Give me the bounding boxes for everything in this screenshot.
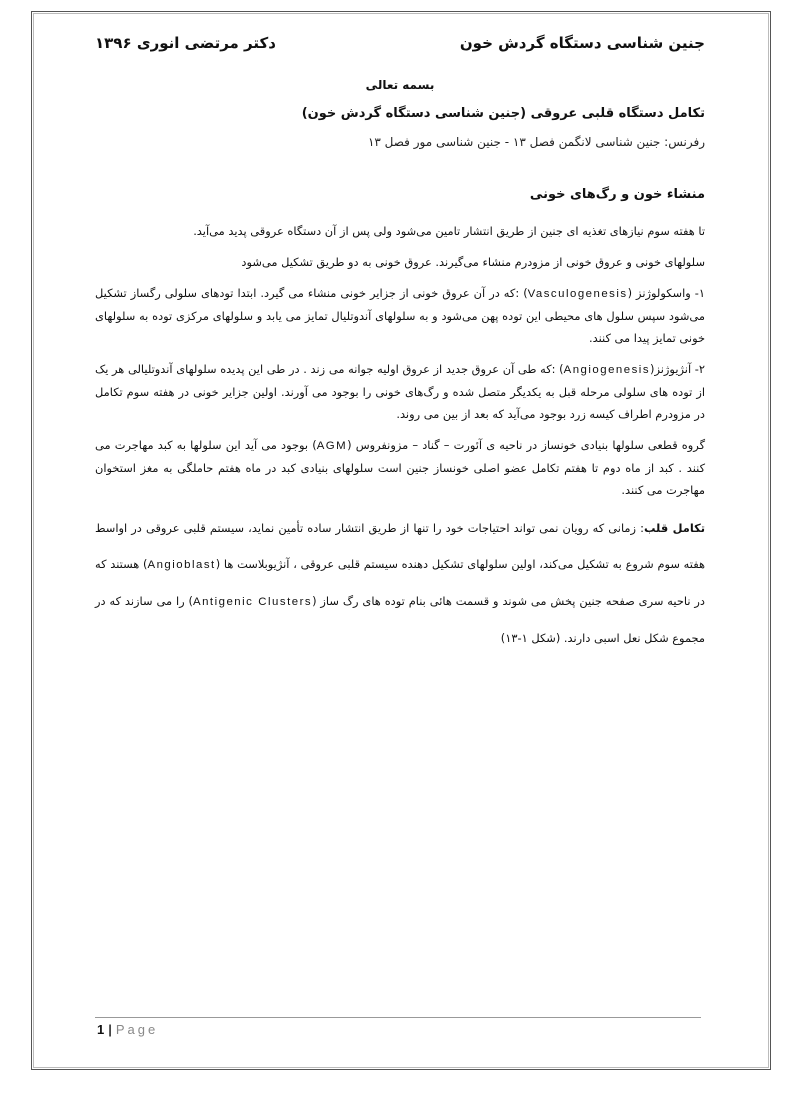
bismillah-line: بسمه تعالی: [365, 78, 435, 92]
header-author-year: دکتر مرتضی انوری ۱۳۹۶: [95, 34, 276, 52]
document-title: تکامل دستگاه قلبی عروقی (جنین شناسی دستگاه گردش خون): [301, 106, 705, 121]
agm-text-b: ) بوجود می آید این سلولها به کبد مهاجرت می کنند . کبد از ماه دوم تا هفتم تکامل عضو اصلی خونساز جنین است سلولهای بنیادی کبد در ماه هفتم حاملگی به مغز استخوان مهاجرت می کنند.: [95, 438, 705, 497]
heart-text-c: ) را می سازند که در مجموع شکل نعل اسبی دارند. (شکل ۱-۱۳): [95, 594, 705, 645]
paragraph-agm: [95, 434, 705, 501]
page-number: 1: [97, 1022, 105, 1037]
footer-divider: [95, 1017, 701, 1018]
vasculogenesis-text-b: ) :که در آن عروق خونی از جزایر خونی منشاء می گیرد. ابتدا تودهای سلولی رگساز تشکیل می‌شود سپس سلول های محیطی این توده پهن می‌شود و به سلولهای آندوتلیال تمایز می یابد و سلولهای مرکزی توده به سلولهای خونی تمایز پیدا می کنند.: [95, 286, 705, 345]
document-body: [95, 78, 705, 656]
angiogenesis-text-a: ۲- آنژیوژنز(: [650, 362, 705, 376]
page-label: Page: [115, 1022, 159, 1037]
antigenic-clusters-term: Antigenic Clusters: [192, 596, 313, 608]
paragraph-heart-development: [95, 510, 705, 656]
agm-text-a: گروه قطعی سلولها بنیادی خونساز در ناحیه ی آئورت – گناد – مزونفروس (: [347, 438, 705, 452]
heart-text-b: ) هستند که در ناحیه سری صفحه جنین پخش می شوند و قسمت هائی بنام توده های رگ ساز (: [95, 557, 705, 608]
paragraph-vasculogenesis: [95, 282, 705, 349]
vasculogenesis-text-a: ۱- واسکولوژنز (: [627, 286, 705, 300]
paragraph-angiogenesis: [95, 358, 705, 425]
paragraph-intro: تا هفته سوم نیازهای تغذیه ای جنین از طریق انتشار تامین می‌شود ولی پس از آن دستگاه عروقی پدید می‌آید.: [193, 224, 705, 238]
footer-separator: |: [108, 1022, 112, 1037]
header-subject: جنین شناسی دستگاه گردش خون: [459, 34, 705, 52]
angioblast-term: Angioblast: [147, 559, 216, 571]
agm-term: AGM: [316, 440, 348, 452]
angiogenesis-text-b: ) :که طی آن عروق جدید از عروق اولیه جوانه می زند . در طی این پدیده سلولهای آندوتلیالی هر یک از توده های سلولی مرحله قبل به یکدیگر متصل شده و رگ‌های خونی را بوجود می آورند. اولین جزایر خونی در هفته سوم تکامل در مزودرم اطراف کیسه زرد بوجود می‌آید که بعد از بین می روند.: [95, 362, 705, 421]
reference-line: رفرنس: جنین شناسی لانگمن فصل ۱۳ - جنین شناسی مور فصل ۱۳: [367, 135, 705, 149]
page-footer: [97, 1022, 158, 1037]
heart-development-term: تکامل قلب: [643, 521, 706, 535]
heart-text-a: : زمانی که رویان نمی تواند احتیاجات خود را تنها از طریق انتشار ساده تأمین نماید، سیستم قلبی عروقی در اواسط هفته سوم شروع به تشکیل می‌کند، اولین سلولهای تشکیل دهنده سیستم قلبی عروقی ، آنژیوبلاست ها (: [95, 521, 705, 571]
vasculogenesis-term: Vasculogenesis: [527, 288, 628, 300]
page-header: [95, 34, 705, 58]
angiogenesis-term: Angiogenesis: [563, 364, 651, 376]
paragraph-origin: سلولهای خونی و عروق خونی از مزودرم منشاء می‌گیرند. عروق خونی به دو طریق تشکیل می‌شود: [241, 255, 705, 269]
section-heading: منشاء خون و رگ‌های خونی: [529, 187, 705, 202]
